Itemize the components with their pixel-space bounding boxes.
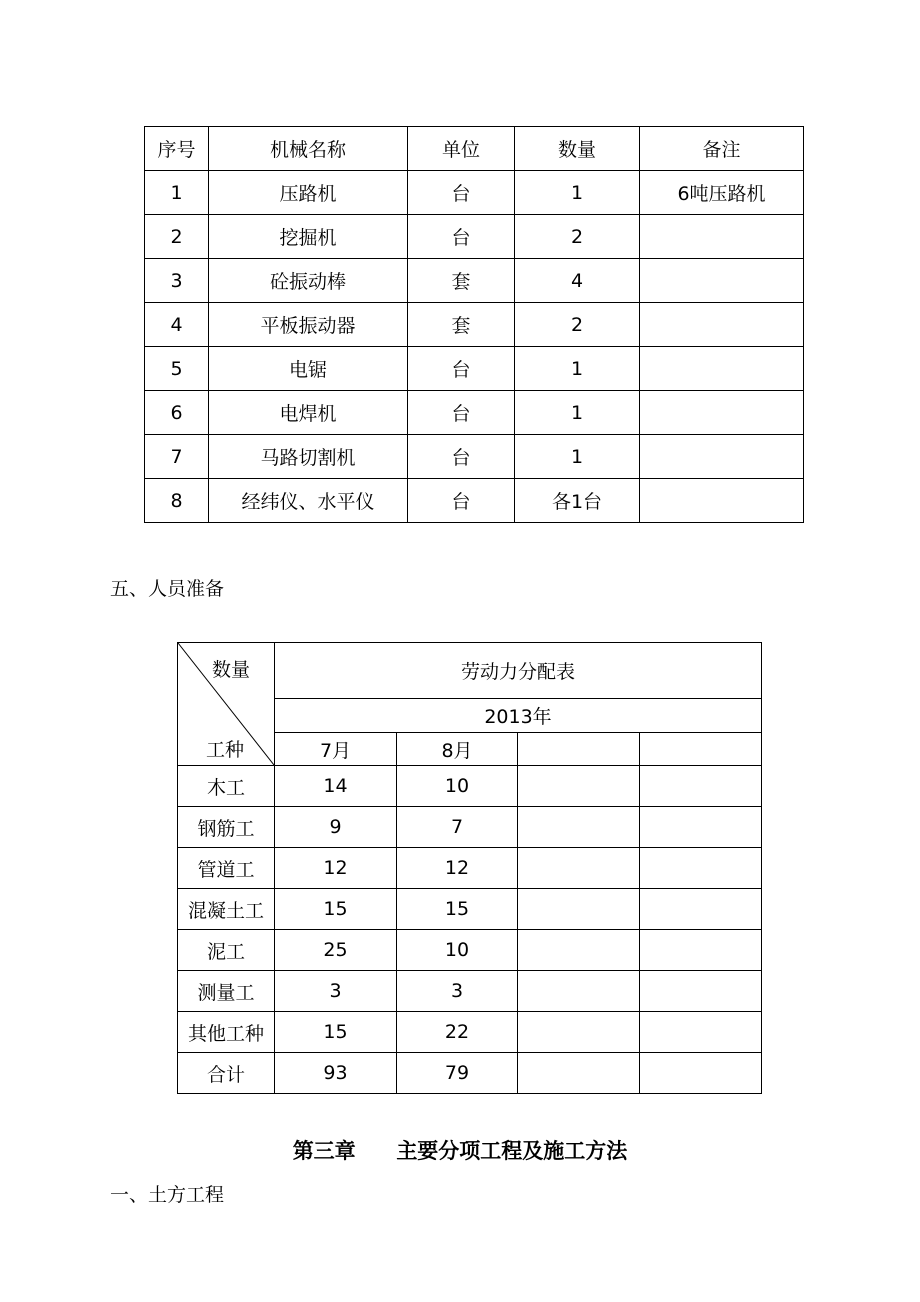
- extra-col-2: [640, 1012, 762, 1053]
- trade-name: 混凝土工: [178, 889, 275, 930]
- quantity: 4: [515, 259, 640, 303]
- header-unit: 单位: [408, 127, 515, 171]
- august-count: 15: [397, 889, 518, 930]
- machine-name: 压路机: [209, 171, 408, 215]
- table-row: [145, 259, 804, 303]
- table-row: [145, 303, 804, 347]
- remark: [640, 479, 804, 523]
- remark: [640, 259, 804, 303]
- row-index: 1: [145, 171, 209, 215]
- corner-label-trade: 工种: [206, 739, 245, 761]
- machine-name: 经纬仪、水平仪: [209, 479, 408, 523]
- table-row: [145, 171, 804, 215]
- extra-col-1: [518, 1012, 640, 1053]
- trade-name: 测量工: [178, 971, 275, 1012]
- unit: 台: [408, 171, 515, 215]
- chapter-number: 第三章: [292, 1139, 356, 1163]
- unit: 套: [408, 303, 515, 347]
- row-index: 5: [145, 347, 209, 391]
- august-count: 7: [397, 807, 518, 848]
- unit: 台: [408, 479, 515, 523]
- month-col-4: [640, 733, 762, 766]
- quantity: 1: [515, 171, 640, 215]
- quantity: 1: [515, 435, 640, 479]
- extra-col-2: [640, 766, 762, 807]
- month-col-1: 7月: [275, 733, 397, 766]
- extra-col-2: [640, 930, 762, 971]
- august-count: 22: [397, 1012, 518, 1053]
- row-index: 2: [145, 215, 209, 259]
- row-index: 7: [145, 435, 209, 479]
- unit: 台: [408, 435, 515, 479]
- row-index: 4: [145, 303, 209, 347]
- trade-name: 其他工种: [178, 1012, 275, 1053]
- unit: 台: [408, 391, 515, 435]
- trade-name: 木工: [178, 766, 275, 807]
- quantity: 各1台: [515, 479, 640, 523]
- remark: [640, 391, 804, 435]
- table-row: [178, 1012, 762, 1053]
- section-heading-earthwork: 一、土方工程: [110, 1184, 225, 1206]
- quantity: 2: [515, 215, 640, 259]
- remark: [640, 303, 804, 347]
- table-row: [178, 848, 762, 889]
- unit: 台: [408, 347, 515, 391]
- table-row: [178, 889, 762, 930]
- row-index: 8: [145, 479, 209, 523]
- quantity: 1: [515, 347, 640, 391]
- extra-col-1: [518, 971, 640, 1012]
- machine-name: 马路切割机: [209, 435, 408, 479]
- july-count: 15: [275, 1012, 397, 1053]
- july-count: 9: [275, 807, 397, 848]
- table-row: [178, 766, 762, 807]
- remark: 6吨压路机: [640, 171, 804, 215]
- august-count: 12: [397, 848, 518, 889]
- row-index: 3: [145, 259, 209, 303]
- machine-name: 平板振动器: [209, 303, 408, 347]
- machinery-table-body: [145, 127, 804, 523]
- header-remark: 备注: [640, 127, 804, 171]
- remark: [640, 347, 804, 391]
- row-index: 6: [145, 391, 209, 435]
- machinery-table: [144, 126, 804, 523]
- table-row: [178, 807, 762, 848]
- chapter-title: 主要分项工程及施工方法: [396, 1139, 628, 1163]
- table-row: [178, 1053, 762, 1094]
- corner-label-quantity: 数量: [211, 659, 250, 681]
- august-count: 79: [397, 1053, 518, 1094]
- machine-name: 挖掘机: [209, 215, 408, 259]
- header-machine-name: 机械名称: [209, 127, 408, 171]
- header-quantity: 数量: [515, 127, 640, 171]
- table-row: [145, 479, 804, 523]
- extra-col-2: [640, 1053, 762, 1094]
- machine-name: 电焊机: [209, 391, 408, 435]
- month-col-3: [518, 733, 640, 766]
- extra-col-1: [518, 807, 640, 848]
- labor-title-row: [178, 643, 762, 699]
- table-row: [145, 435, 804, 479]
- machine-name: 电锯: [209, 347, 408, 391]
- labor-table-title: 劳动力分配表: [275, 643, 762, 699]
- trade-name: 合计: [178, 1053, 275, 1094]
- trade-name: 泥工: [178, 930, 275, 971]
- chapter-heading: [0, 1135, 920, 1165]
- table-header-row: [145, 127, 804, 171]
- extra-col-1: [518, 766, 640, 807]
- july-count: 93: [275, 1053, 397, 1094]
- remark: [640, 215, 804, 259]
- extra-col-2: [640, 971, 762, 1012]
- header-index: 序号: [145, 127, 209, 171]
- july-count: 3: [275, 971, 397, 1012]
- august-count: 3: [397, 971, 518, 1012]
- july-count: 14: [275, 766, 397, 807]
- table-row: [145, 391, 804, 435]
- labor-table-body: [178, 643, 762, 1094]
- labor-allocation-table: [177, 642, 762, 1094]
- july-count: 25: [275, 930, 397, 971]
- extra-col-1: [518, 1053, 640, 1094]
- extra-col-1: [518, 889, 640, 930]
- august-count: 10: [397, 930, 518, 971]
- table-row: [145, 215, 804, 259]
- remark: [640, 435, 804, 479]
- quantity: 1: [515, 391, 640, 435]
- month-col-2: 8月: [397, 733, 518, 766]
- labor-table-year: 2013年: [275, 699, 762, 733]
- diagonal-header-cell: [178, 643, 275, 766]
- trade-name: 钢筋工: [178, 807, 275, 848]
- august-count: 10: [397, 766, 518, 807]
- extra-col-1: [518, 848, 640, 889]
- extra-col-2: [640, 889, 762, 930]
- extra-col-1: [518, 930, 640, 971]
- july-count: 12: [275, 848, 397, 889]
- table-row: [178, 971, 762, 1012]
- table-row: [178, 930, 762, 971]
- unit: 套: [408, 259, 515, 303]
- trade-name: 管道工: [178, 848, 275, 889]
- table-row: [145, 347, 804, 391]
- machine-name: 砼振动棒: [209, 259, 408, 303]
- extra-col-2: [640, 807, 762, 848]
- section-heading-personnel: 五、人员准备: [110, 578, 225, 600]
- extra-col-2: [640, 848, 762, 889]
- quantity: 2: [515, 303, 640, 347]
- july-count: 15: [275, 889, 397, 930]
- unit: 台: [408, 215, 515, 259]
